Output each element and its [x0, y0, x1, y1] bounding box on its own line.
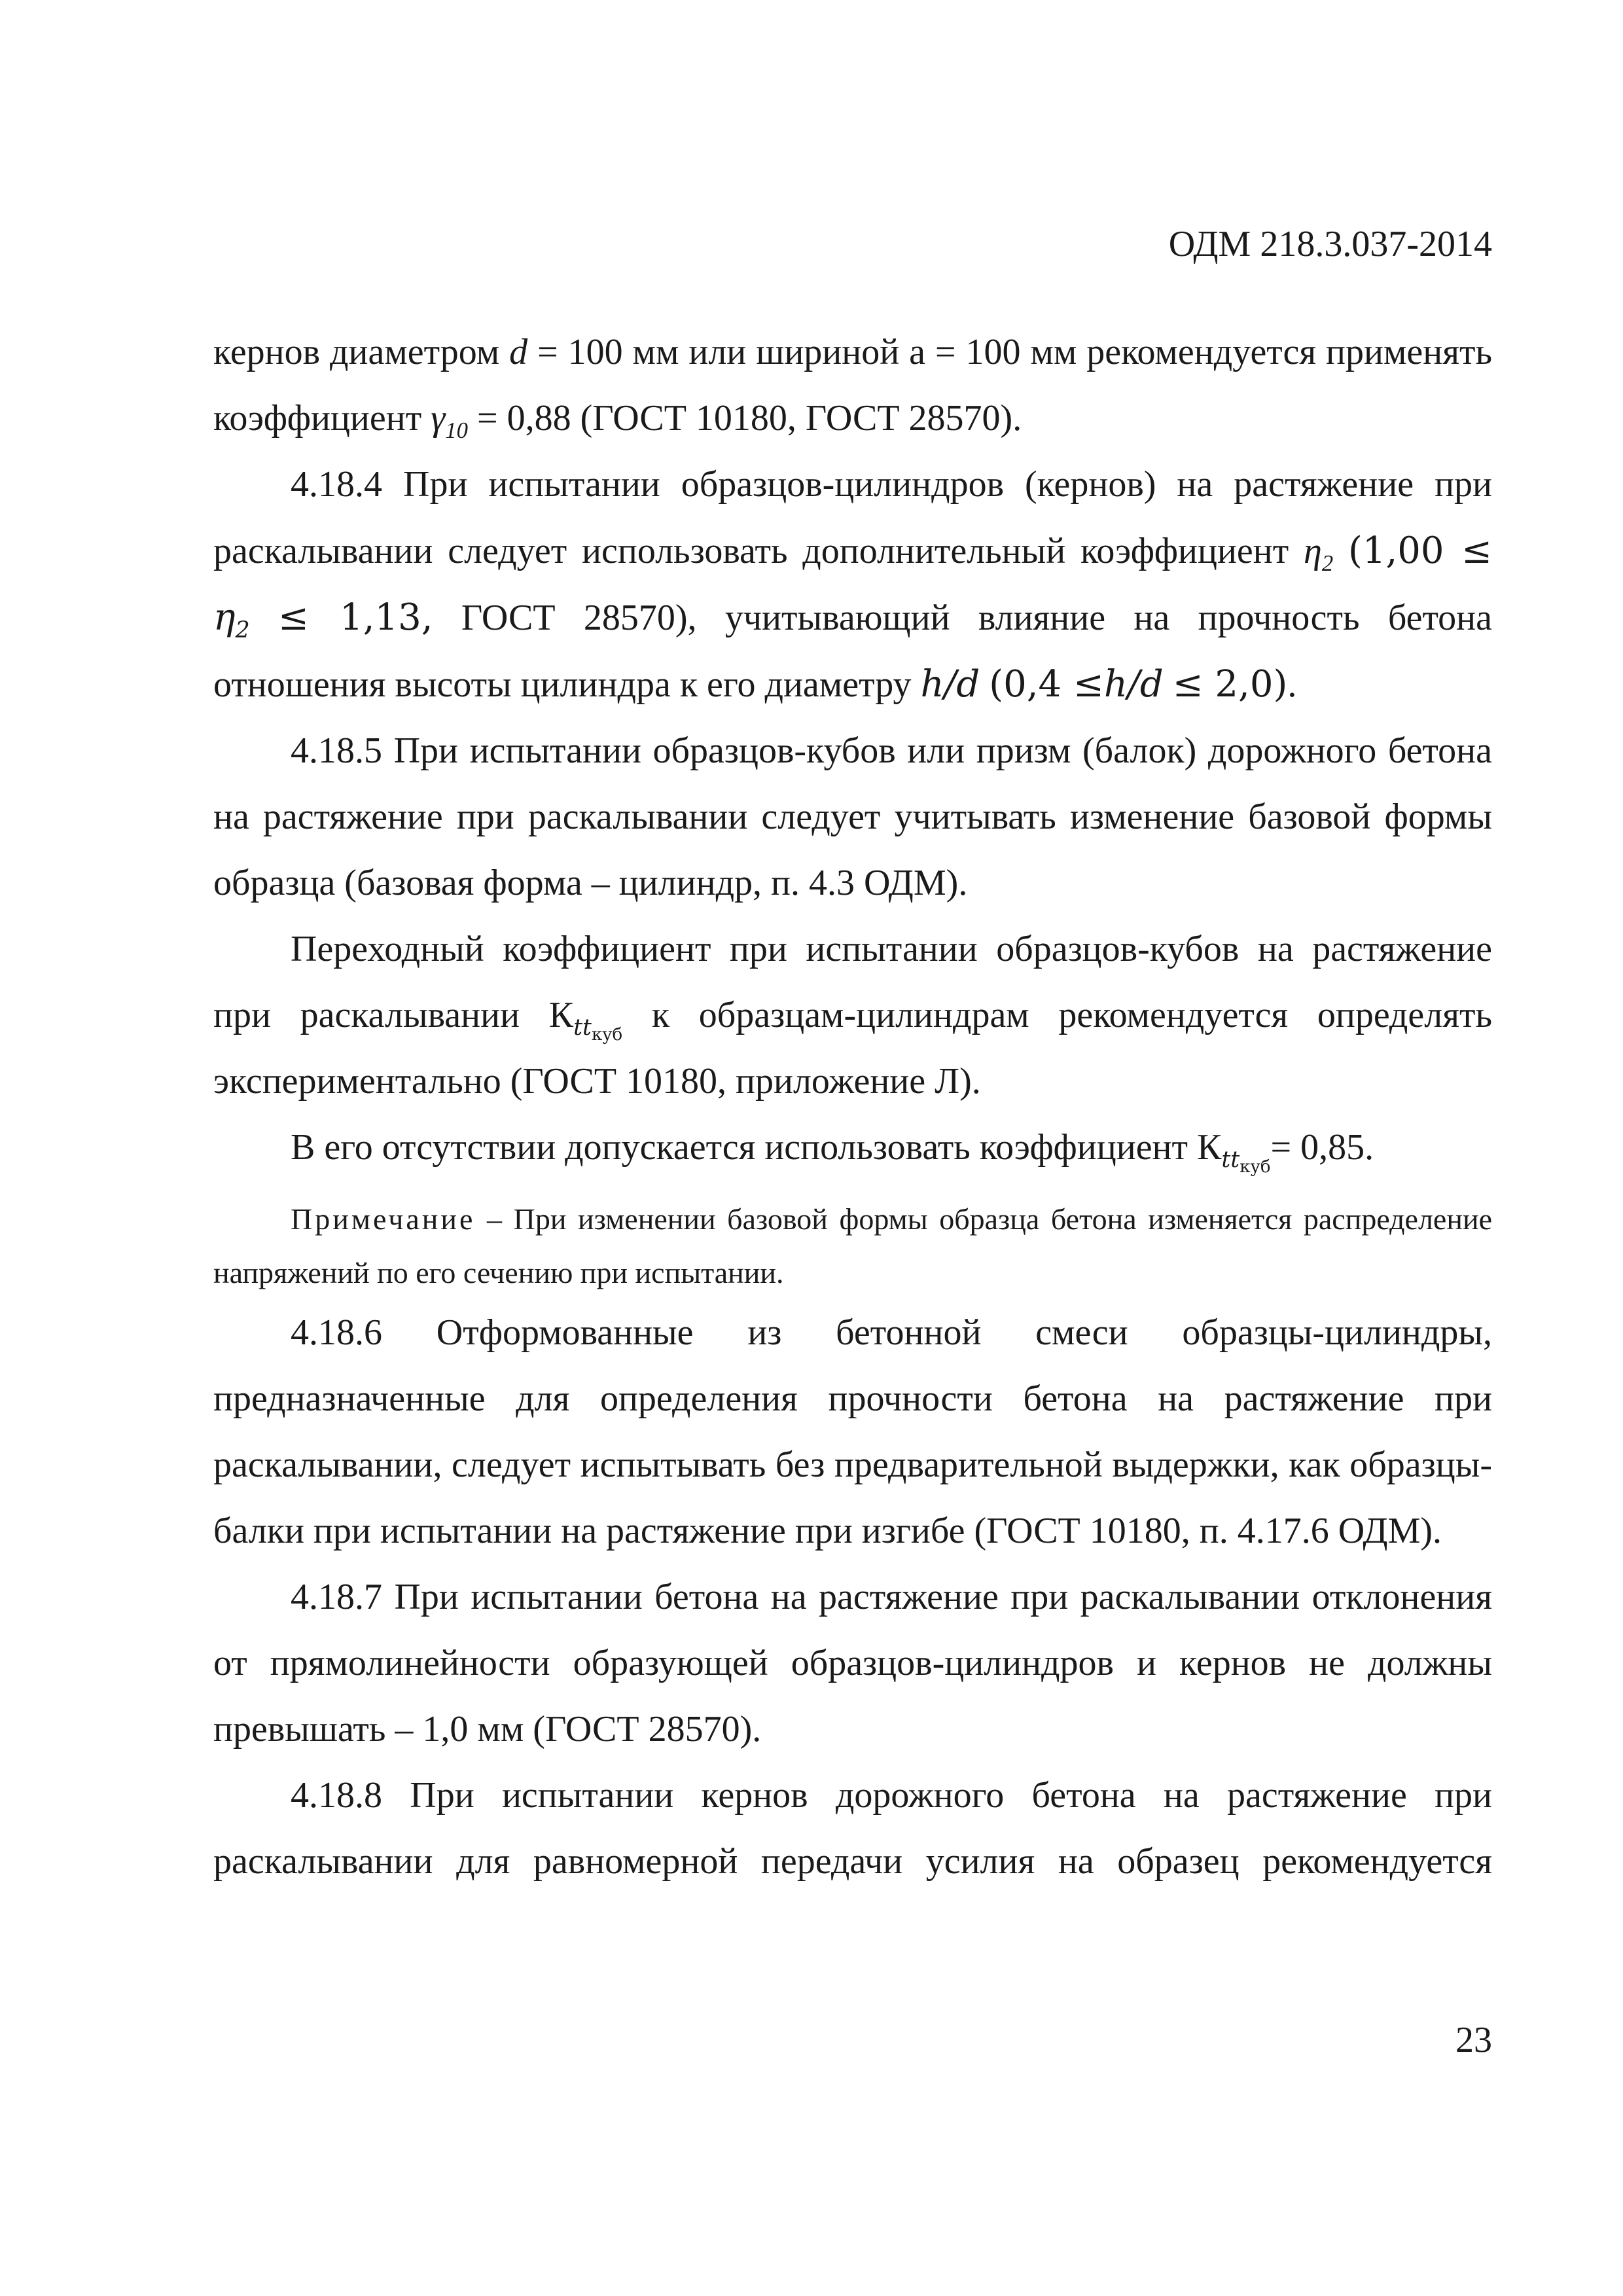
symbol-gamma10	[431, 398, 468, 444]
math-range-open: (0,4 ≤	[989, 663, 1104, 706]
symbol-eta-subscript: 2	[1321, 550, 1334, 577]
text-run: = 0,85.	[1270, 1127, 1374, 1168]
note-label: Примечание	[291, 1202, 476, 1236]
symbol-gamma: γ	[431, 398, 446, 439]
page-number: 23	[1455, 2020, 1492, 2060]
note-block	[213, 1193, 1492, 1300]
text-run: = 100 мм или шириной а = 100 мм рекомендуется применять коэффициент	[213, 332, 1492, 439]
symbol-K: К	[1197, 1127, 1222, 1168]
text-run: Переходный коэффициент при испытании образцов-кубов на растяжение при раскалывании	[213, 929, 1492, 1035]
subscript-cube: куб	[591, 1024, 623, 1045]
symbol-K-tt-cube	[1197, 1127, 1271, 1177]
paragraph-4-18-8: 4.18.8 При испытании кернов дорожного бетона на растяжение при раскалывании для равномерной передачи усилия на образец рекомендуется	[213, 1775, 1492, 1882]
symbol-d: d	[509, 332, 528, 372]
text-run: кернов диаметром	[213, 332, 500, 372]
text-run: ГОСТ 28570), учитывающий влияние на прочность бетона отношения высоты цилиндра к его диаметру	[213, 598, 1493, 705]
text-run: = 0,88 (ГОСТ 10180, ГОСТ 28570).	[477, 398, 1022, 439]
symbol-K-subscript	[573, 1014, 623, 1045]
paragraph-continuation	[213, 319, 1492, 452]
subscript-tt: tt	[573, 1014, 592, 1041]
text-run: к образцам-цилиндрам рекомендуется определять экспериментально (ГОСТ 10180, приложение Л).	[213, 995, 1492, 1102]
paragraph-4-18-4	[213, 452, 1492, 718]
symbol-K-tt-cube	[548, 995, 623, 1045]
paragraph-transition-coefficient	[213, 916, 1492, 1115]
math-h-over-d: h/d	[920, 663, 980, 706]
paragraph-default-coefficient	[213, 1115, 1492, 1181]
subscript-tt: tt	[1221, 1147, 1240, 1174]
text-run: 4.18.4 При испытании образцов-цилиндров (кернов) на растяжение при раскалывании следует использовать дополнительный коэффициент	[213, 464, 1492, 571]
math-eta2	[213, 596, 250, 644]
symbol-eta2	[1304, 531, 1334, 577]
paragraph-4-18-5: 4.18.5 При испытании образцов-кубов или призм (балок) дорожного бетона на растяжение при раскалывании следует учитывать изменение базовой формы образца (базовая форма – цилиндр, п. 4.3 ОДМ).	[213, 730, 1492, 903]
symbol-gamma-subscript: 10	[445, 418, 468, 444]
symbol-K: К	[548, 995, 574, 1035]
symbol-K-subscript	[1221, 1147, 1271, 1177]
math-range-close: ≤ 1,13,	[278, 596, 433, 639]
math-eta-subscript: 2	[235, 617, 250, 644]
document-body	[213, 319, 1492, 1895]
math-eta: η	[213, 596, 236, 639]
paragraph-4-18-6: 4.18.6 Отформованные из бетонной смеси образцы-цилиндры, предназначенные для определения прочности бетона на растяжение при раскалывании, следует испытывать без предварительной выдержки, как образцы-балки при испытании на растяжение при изгибе (ГОСТ 10180, п. 4.17.6 ОДМ).	[213, 1312, 1492, 1551]
math-range-close: ≤ 2,0)	[1172, 663, 1288, 706]
note-text: – При изменении базовой формы образца бетона изменяется распределение напряжений по его сечению при испытании.	[213, 1202, 1492, 1289]
math-range-open: (1,00 ≤	[1347, 529, 1493, 572]
math-h-over-d: h/d	[1103, 663, 1164, 706]
paragraph-4-18-7: 4.18.7 При испытании бетона на растяжение при раскалывании отклонения от прямолинейности образующей образцов-цилиндров и кернов не должны превышать – 1,0 мм (ГОСТ 28570).	[213, 1577, 1492, 1749]
document-code-header: ОДМ 218.3.037-2014	[1168, 224, 1492, 264]
subscript-cube: куб	[1240, 1157, 1271, 1177]
text-run: .	[1287, 664, 1297, 705]
text-run: В его отсутствии допускается использовать коэффициент	[291, 1127, 1188, 1168]
symbol-eta: η	[1304, 531, 1322, 571]
